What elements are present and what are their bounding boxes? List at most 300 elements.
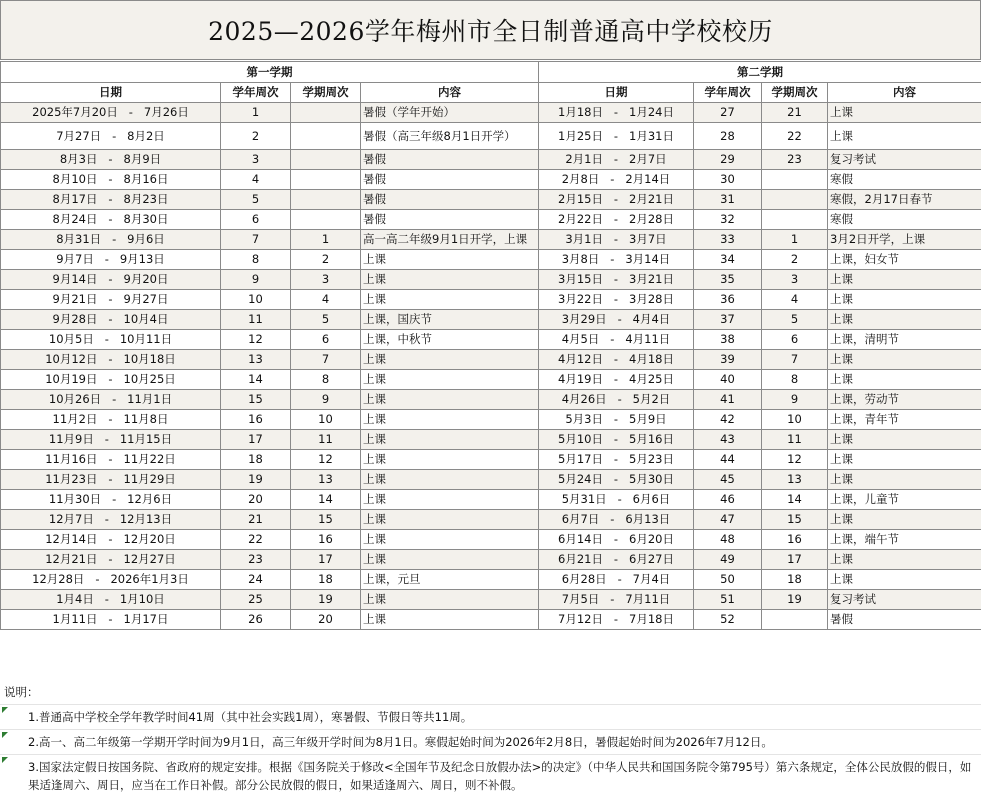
calendar-table	[0, 61, 981, 630]
date-separator: -	[94, 431, 120, 448]
year-week-cell: 38	[694, 330, 762, 350]
date-range-cell	[539, 510, 694, 530]
date-range-cell	[1, 590, 221, 610]
year-week-cell: 6	[221, 210, 291, 230]
date-range-cell	[539, 290, 694, 310]
date-start: 11月23日	[45, 472, 97, 486]
term-week-cell: 16	[762, 530, 828, 550]
date-range-cell	[539, 590, 694, 610]
table-row	[1, 230, 981, 250]
content-cell: 上课	[361, 270, 539, 290]
notes-section	[0, 681, 981, 797]
date-range-cell	[539, 530, 694, 550]
year-week-cell: 26	[221, 610, 291, 630]
date-separator: -	[94, 511, 120, 528]
date-end: 2月21日	[629, 192, 674, 206]
content-cell: 寒假	[828, 170, 981, 190]
year-week-cell: 8	[221, 250, 291, 270]
year-week-cell: 25	[221, 590, 291, 610]
table-row	[1, 390, 981, 410]
date-start: 9月7日	[56, 252, 94, 266]
term-week-cell: 8	[291, 370, 361, 390]
content-cell: 上课	[828, 570, 981, 590]
date-range-cell	[1, 103, 221, 123]
year-week-cell: 32	[694, 210, 762, 230]
table-row	[1, 103, 981, 123]
date-range-cell	[1, 390, 221, 410]
date-range-cell	[1, 490, 221, 510]
content-cell: 上课	[361, 390, 539, 410]
term-week-cell: 12	[762, 450, 828, 470]
date-range-cell	[1, 430, 221, 450]
term-1-header: 第一学期	[1, 62, 539, 83]
date-range-cell	[539, 230, 694, 250]
date-start: 2月15日	[558, 192, 603, 206]
date-range-cell	[539, 550, 694, 570]
date-end: 7月26日	[144, 105, 189, 119]
table-row	[1, 370, 981, 390]
date-start: 8月10日	[53, 172, 98, 186]
date-start: 3月22日	[558, 292, 603, 306]
date-start: 11月30日	[49, 492, 101, 506]
term-week-cell: 7	[291, 350, 361, 370]
date-end: 12月27日	[124, 552, 176, 566]
date-separator: -	[98, 271, 124, 288]
date-range-cell	[1, 190, 221, 210]
year-week-cell: 10	[221, 290, 291, 310]
year-week-cell: 41	[694, 390, 762, 410]
term-week-cell: 18	[762, 570, 828, 590]
content-cell: 上课	[828, 430, 981, 450]
date-start: 5月10日	[558, 432, 603, 446]
date-start: 2月8日	[562, 172, 600, 186]
content-cell: 暑假	[361, 190, 539, 210]
term-week-cell: 11	[291, 430, 361, 450]
date-end: 9月20日	[124, 272, 169, 286]
term-week-cell: 10	[291, 410, 361, 430]
date-start: 5月31日	[562, 492, 607, 506]
date-start: 8月3日	[60, 152, 98, 166]
date-end: 5月30日	[629, 472, 674, 486]
date-range-cell	[1, 570, 221, 590]
date-start: 3月1日	[565, 232, 603, 246]
date-start: 10月12日	[45, 352, 97, 366]
date-start: 9月14日	[53, 272, 98, 286]
date-start: 6月21日	[558, 552, 603, 566]
date-range-cell	[1, 510, 221, 530]
date-separator: -	[101, 391, 127, 408]
year-week-cell: 35	[694, 270, 762, 290]
year-week-cell: 22	[221, 530, 291, 550]
term-week-cell	[762, 170, 828, 190]
date-range-cell	[1, 410, 221, 430]
year-week-cell: 5	[221, 190, 291, 210]
comment-marker-icon	[2, 732, 8, 738]
year-week-cell: 46	[694, 490, 762, 510]
term-week-cell: 16	[291, 530, 361, 550]
year-week-cell: 12	[221, 330, 291, 350]
term-week-cell: 3	[762, 270, 828, 290]
content-cell: 上课	[828, 310, 981, 330]
year-week-cell: 23	[221, 550, 291, 570]
year-week-cell: 21	[221, 510, 291, 530]
date-end: 8月16日	[124, 172, 169, 186]
date-range-cell	[1, 610, 221, 630]
date-start: 4月5日	[562, 332, 600, 346]
date-range-cell	[1, 310, 221, 330]
term-week-cell: 15	[762, 510, 828, 530]
date-separator: -	[98, 471, 124, 488]
date-start: 2月1日	[565, 152, 603, 166]
year-week-cell: 43	[694, 430, 762, 450]
year-week-cell: 27	[694, 103, 762, 123]
date-range-cell	[1, 170, 221, 190]
date-range-cell	[1, 450, 221, 470]
date-start: 11月2日	[53, 412, 98, 426]
date-separator: -	[599, 331, 625, 348]
year-week-cell: 9	[221, 270, 291, 290]
date-end: 8月23日	[124, 192, 169, 206]
term-week-cell: 6	[762, 330, 828, 350]
table-row	[1, 550, 981, 570]
content-cell: 寒假，2月17日春节	[828, 190, 981, 210]
table-row	[1, 290, 981, 310]
term-week-cell: 13	[762, 470, 828, 490]
table-row	[1, 530, 981, 550]
date-end: 9月27日	[124, 292, 169, 306]
date-end: 5月2日	[633, 392, 671, 406]
term-week-cell	[762, 190, 828, 210]
year-week-cell: 52	[694, 610, 762, 630]
date-end: 1月10日	[120, 592, 165, 606]
date-range-cell	[539, 123, 694, 150]
col-date-header: 日期	[1, 83, 221, 103]
term-week-cell: 2	[762, 250, 828, 270]
table-row	[1, 350, 981, 370]
term-week-cell: 9	[762, 390, 828, 410]
content-cell: 上课	[828, 270, 981, 290]
term-week-cell: 4	[762, 290, 828, 310]
term-2-header: 第二学期	[539, 62, 981, 83]
content-cell: 上课	[828, 103, 981, 123]
year-week-cell: 7	[221, 230, 291, 250]
date-end: 5月23日	[629, 452, 674, 466]
term-week-cell	[291, 123, 361, 150]
content-cell: 高一高二年级9月1日开学，上课	[361, 230, 539, 250]
term-week-cell: 22	[762, 123, 828, 150]
table-row	[1, 330, 981, 350]
date-separator: -	[94, 331, 120, 348]
date-end: 3月14日	[625, 252, 670, 266]
date-end: 7月4日	[633, 572, 671, 586]
table-row	[1, 190, 981, 210]
year-week-cell: 49	[694, 550, 762, 570]
date-end: 9月13日	[120, 252, 165, 266]
date-start: 8月31日	[56, 232, 101, 246]
year-week-cell: 18	[221, 450, 291, 470]
date-separator: -	[603, 151, 629, 168]
year-week-cell: 24	[221, 570, 291, 590]
term-week-cell: 14	[291, 490, 361, 510]
date-start: 7月27日	[56, 129, 101, 143]
date-start: 7月12日	[558, 612, 603, 626]
term-week-cell: 17	[291, 550, 361, 570]
content-cell: 上课，端午节	[828, 530, 981, 550]
content-cell: 上课	[361, 430, 539, 450]
year-week-cell: 15	[221, 390, 291, 410]
date-start: 9月28日	[53, 312, 98, 326]
calendar-body	[1, 103, 981, 630]
content-cell: 上课	[361, 590, 539, 610]
year-week-cell: 13	[221, 350, 291, 370]
date-end: 5月9日	[629, 412, 667, 426]
date-separator: -	[98, 411, 124, 428]
content-cell: 上课，妇女节	[828, 250, 981, 270]
date-separator: -	[98, 191, 124, 208]
date-start: 4月19日	[558, 372, 603, 386]
content-cell: 寒假	[828, 210, 981, 230]
date-end: 11月8日	[124, 412, 169, 426]
date-separator: -	[98, 451, 124, 468]
date-start: 6月7日	[562, 512, 600, 526]
year-week-cell: 50	[694, 570, 762, 590]
date-separator: -	[98, 151, 124, 168]
date-end: 10月11日	[120, 332, 172, 346]
term-week-cell: 21	[762, 103, 828, 123]
term-week-cell: 11	[762, 430, 828, 450]
year-week-cell: 47	[694, 510, 762, 530]
date-range-cell	[539, 310, 694, 330]
year-week-cell: 30	[694, 170, 762, 190]
table-row	[1, 410, 981, 430]
date-start: 3月15日	[558, 272, 603, 286]
date-start: 2025年7月20日	[32, 105, 118, 119]
content-cell: 暑假	[361, 150, 539, 170]
date-start: 5月17日	[558, 452, 603, 466]
term-week-cell: 1	[291, 230, 361, 250]
content-cell: 暑假	[361, 170, 539, 190]
date-separator: -	[94, 251, 120, 268]
date-end: 6月20日	[629, 532, 674, 546]
date-start: 9月21日	[53, 292, 98, 306]
content-cell: 上课	[361, 530, 539, 550]
date-separator: -	[603, 128, 629, 145]
date-separator: -	[599, 251, 625, 268]
date-range-cell	[539, 370, 694, 390]
date-range-cell	[539, 430, 694, 450]
date-range-cell	[1, 470, 221, 490]
date-end: 5月16日	[629, 432, 674, 446]
term-week-cell	[762, 610, 828, 630]
date-range-cell	[1, 330, 221, 350]
content-cell: 上课，劳动节	[828, 390, 981, 410]
date-range-cell	[1, 350, 221, 370]
content-cell: 上课	[361, 410, 539, 430]
date-separator: -	[98, 611, 124, 628]
term-week-cell	[291, 170, 361, 190]
table-row	[1, 610, 981, 630]
term-week-cell: 20	[291, 610, 361, 630]
col-year-week-header: 学年周次	[694, 83, 762, 103]
date-end: 10月18日	[124, 352, 176, 366]
date-range-cell	[539, 390, 694, 410]
note-line: 2.高一、高二年级第一学期开学时间为9月1日，高三年级开学时间为8月1日。寒假起始时间为2026年2月8日，暑假起始时间为2026年7月12日。	[0, 729, 981, 754]
content-cell: 上课，元旦	[361, 570, 539, 590]
content-cell: 上课，清明节	[828, 330, 981, 350]
content-cell: 上课	[828, 550, 981, 570]
term-week-cell: 12	[291, 450, 361, 470]
date-end: 12月6日	[127, 492, 172, 506]
date-start: 12月14日	[45, 532, 97, 546]
term-week-cell: 10	[762, 410, 828, 430]
year-week-cell: 34	[694, 250, 762, 270]
date-separator: -	[98, 311, 124, 328]
col-date-header: 日期	[539, 83, 694, 103]
content-cell: 上课	[361, 470, 539, 490]
term-week-cell: 7	[762, 350, 828, 370]
date-start: 3月29日	[562, 312, 607, 326]
note-line: 3.国家法定假日按国务院、省政府的规定安排。根据《国务院关于修改<全国年节及纪念日放假办法>的决定》（中华人民共和国国务院令第795号）第六条规定，全体公民放假的假日，如果适逢周六、周日，应当在工作日补假。部分公民放假的假日，如果适逢周六、周日，则不补假。	[0, 754, 981, 797]
date-separator: -	[599, 511, 625, 528]
date-range-cell	[539, 150, 694, 170]
date-end: 3月21日	[629, 272, 674, 286]
date-start: 8月24日	[53, 212, 98, 226]
year-week-cell: 44	[694, 450, 762, 470]
date-separator: -	[98, 291, 124, 308]
date-end: 4月11日	[625, 332, 670, 346]
date-start: 4月26日	[562, 392, 607, 406]
date-range-cell	[539, 410, 694, 430]
date-range-cell	[539, 170, 694, 190]
table-row	[1, 270, 981, 290]
date-separator: -	[603, 231, 629, 248]
date-start: 1月11日	[53, 612, 98, 626]
date-start: 5月24日	[558, 472, 603, 486]
date-end: 2026年1月3日	[110, 572, 188, 586]
content-cell: 上课	[361, 450, 539, 470]
date-end: 8月30日	[124, 212, 169, 226]
date-end: 8月2日	[127, 129, 165, 143]
year-week-cell: 40	[694, 370, 762, 390]
date-range-cell	[1, 250, 221, 270]
content-cell: 复习考试	[828, 150, 981, 170]
date-end: 10月25日	[124, 372, 176, 386]
date-separator: -	[603, 211, 629, 228]
date-range-cell	[539, 450, 694, 470]
date-range-cell	[539, 103, 694, 123]
year-week-cell: 3	[221, 150, 291, 170]
term-week-cell	[291, 190, 361, 210]
date-end: 12月20日	[124, 532, 176, 546]
date-end: 3月28日	[629, 292, 674, 306]
year-week-cell: 51	[694, 590, 762, 610]
date-separator: -	[603, 351, 629, 368]
year-week-cell: 1	[221, 103, 291, 123]
date-separator: -	[101, 128, 127, 145]
date-separator: -	[603, 471, 629, 488]
year-week-cell: 36	[694, 290, 762, 310]
date-separator: -	[607, 571, 633, 588]
term-week-cell: 17	[762, 550, 828, 570]
date-end: 8月9日	[124, 152, 162, 166]
term-week-cell: 6	[291, 330, 361, 350]
year-week-cell: 4	[221, 170, 291, 190]
date-end: 10月4日	[124, 312, 169, 326]
content-cell: 上课	[828, 510, 981, 530]
year-week-cell: 2	[221, 123, 291, 150]
date-range-cell	[1, 530, 221, 550]
table-row	[1, 123, 981, 150]
date-end: 11月1日	[127, 392, 172, 406]
date-end: 11月29日	[124, 472, 176, 486]
date-start: 2月22日	[558, 212, 603, 226]
date-start: 4月12日	[558, 352, 603, 366]
date-separator: -	[607, 491, 633, 508]
date-separator: -	[607, 391, 633, 408]
term-week-cell: 19	[291, 590, 361, 610]
date-start: 6月14日	[558, 532, 603, 546]
term-week-cell: 23	[762, 150, 828, 170]
table-row	[1, 210, 981, 230]
table-row	[1, 510, 981, 530]
year-week-cell: 17	[221, 430, 291, 450]
date-end: 11月15日	[120, 432, 172, 446]
table-row	[1, 450, 981, 470]
content-cell: 上课	[361, 490, 539, 510]
date-end: 3月7日	[629, 232, 667, 246]
date-separator: -	[603, 551, 629, 568]
date-separator: -	[98, 531, 124, 548]
date-separator: -	[98, 211, 124, 228]
date-range-cell	[1, 123, 221, 150]
date-end: 1月31日	[629, 129, 674, 143]
date-separator: -	[98, 351, 124, 368]
date-range-cell	[539, 330, 694, 350]
table-row	[1, 150, 981, 170]
date-separator: -	[94, 591, 120, 608]
comment-marker-icon	[2, 707, 8, 713]
content-cell: 上课	[361, 610, 539, 630]
date-end: 4月25日	[629, 372, 674, 386]
date-start: 10月19日	[45, 372, 97, 386]
term-week-cell: 5	[291, 310, 361, 330]
content-cell: 暑假（学年开始）	[361, 103, 539, 123]
date-separator: -	[603, 191, 629, 208]
content-cell: 上课	[828, 290, 981, 310]
date-start: 6月28日	[562, 572, 607, 586]
date-start: 3月8日	[562, 252, 600, 266]
content-cell: 上课	[828, 450, 981, 470]
col-term-week-header: 学期周次	[762, 83, 828, 103]
page-title: 2025—2026学年梅州市全日制普通高中学校校历	[0, 0, 981, 60]
date-separator: -	[603, 611, 629, 628]
date-separator: -	[101, 491, 127, 508]
table-row	[1, 310, 981, 330]
date-range-cell	[1, 210, 221, 230]
content-cell: 上课	[828, 370, 981, 390]
date-separator: -	[599, 171, 625, 188]
term-week-cell: 8	[762, 370, 828, 390]
date-separator: -	[603, 411, 629, 428]
year-week-cell: 37	[694, 310, 762, 330]
date-start: 1月25日	[558, 129, 603, 143]
content-cell: 上课	[361, 370, 539, 390]
date-range-cell	[1, 550, 221, 570]
note-line: 1.普通高中学校全学年教学时间41周（其中社会实践1周），寒暑假、节假日等共11周。	[0, 704, 981, 729]
content-cell: 上课，国庆节	[361, 310, 539, 330]
date-end: 12月13日	[120, 512, 172, 526]
content-cell: 上课	[828, 350, 981, 370]
